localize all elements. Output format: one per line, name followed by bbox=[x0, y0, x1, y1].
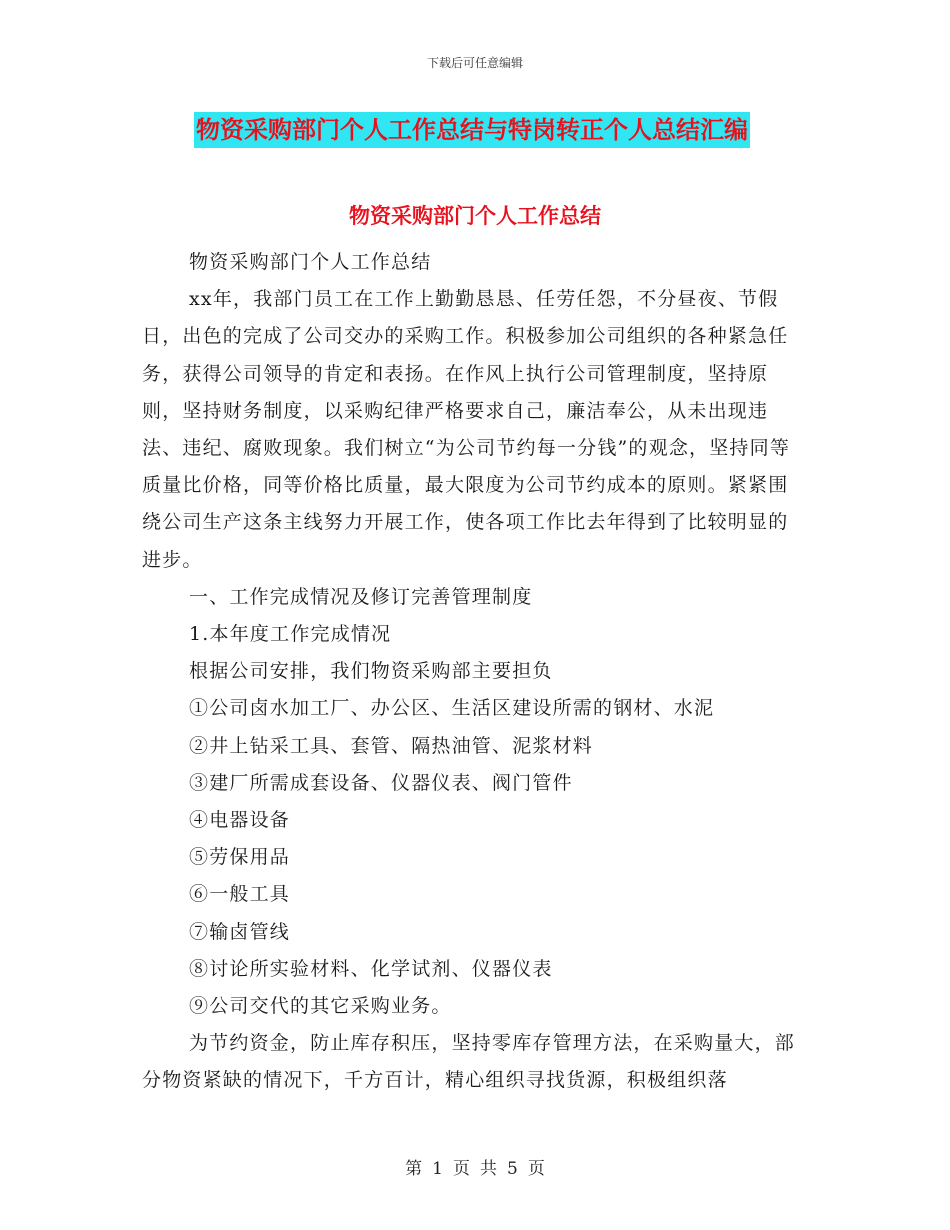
total-unit: 页 bbox=[527, 1159, 545, 1179]
section-title: 物资采购部门个人工作总结 bbox=[349, 203, 601, 228]
list-item: ④电器设备 bbox=[189, 809, 291, 832]
paragraph: xx年，我部门员工在工作上勤勤恳恳、任劳任怨，不分昼夜、节假日，出色的完成了公司交办的采购工作。积极参加公司组织的各种紧急任务，获得公司领导的肯定和表扬。在作风上执行公司管理制度，坚持原则，坚持财务制度，以采购纪律严格要求自己，廉洁奉公，从未出现违法、违纪、腐败现象。我们树立“为公司节约每一分钱”的观念，坚持同等质量比价格，同等价格比质量，最大限度为公司节约成本的原则。紧紧围绕公司生产这条主线努力开展工作，使各项工作比去年得到了比较明显的进步。 bbox=[142, 288, 791, 571]
page-label: 第 bbox=[405, 1159, 423, 1179]
paragraph: 为节约资金，防止库存积压，坚持零库存管理方法，在采购量大，部分物资紧缺的情况下，千方百计，精心组织寻找货源，积极组织落 bbox=[142, 1032, 796, 1092]
list-item: ⑥一般工具 bbox=[189, 883, 291, 906]
document-body bbox=[142, 244, 808, 1100]
list-item: ⑨公司交代的其它采购业务。 bbox=[189, 995, 452, 1018]
total-label: 共 bbox=[480, 1159, 497, 1179]
paragraph: 物资采购部门个人工作总结 bbox=[189, 251, 432, 273]
paragraph: 一、工作完成情况及修订完善管理制度 bbox=[189, 585, 533, 608]
page-unit: 页 bbox=[453, 1159, 470, 1179]
list-item: ⑧讨论所实验材料、化学试剂、仪器仪表 bbox=[189, 957, 553, 980]
page-number: 1 bbox=[432, 1159, 443, 1179]
total-pages: 5 bbox=[507, 1159, 518, 1179]
page-footer bbox=[0, 1154, 950, 1179]
document-main-title: 物资采购部门个人工作总结与特岗转正个人总结汇编 bbox=[194, 112, 750, 148]
header-note: 下载后可任意编辑 bbox=[426, 56, 523, 70]
list-item: ⑦输卤管线 bbox=[189, 920, 291, 943]
list-item: ③建厂所需成套设备、仪器仪表、阀门管件 bbox=[189, 771, 573, 794]
paragraph: 1.本年度工作完成情况 bbox=[189, 623, 392, 646]
list-item: ②井上钻采工具、套管、隔热油管、泥浆材料 bbox=[189, 734, 594, 757]
paragraph: 根据公司安排，我们物资采购部主要担负 bbox=[189, 660, 553, 683]
list-item: ⑤劳保用品 bbox=[189, 846, 291, 869]
list-item: ①公司卤水加工厂、办公区、生活区建设所需的钢材、水泥 bbox=[189, 697, 715, 720]
